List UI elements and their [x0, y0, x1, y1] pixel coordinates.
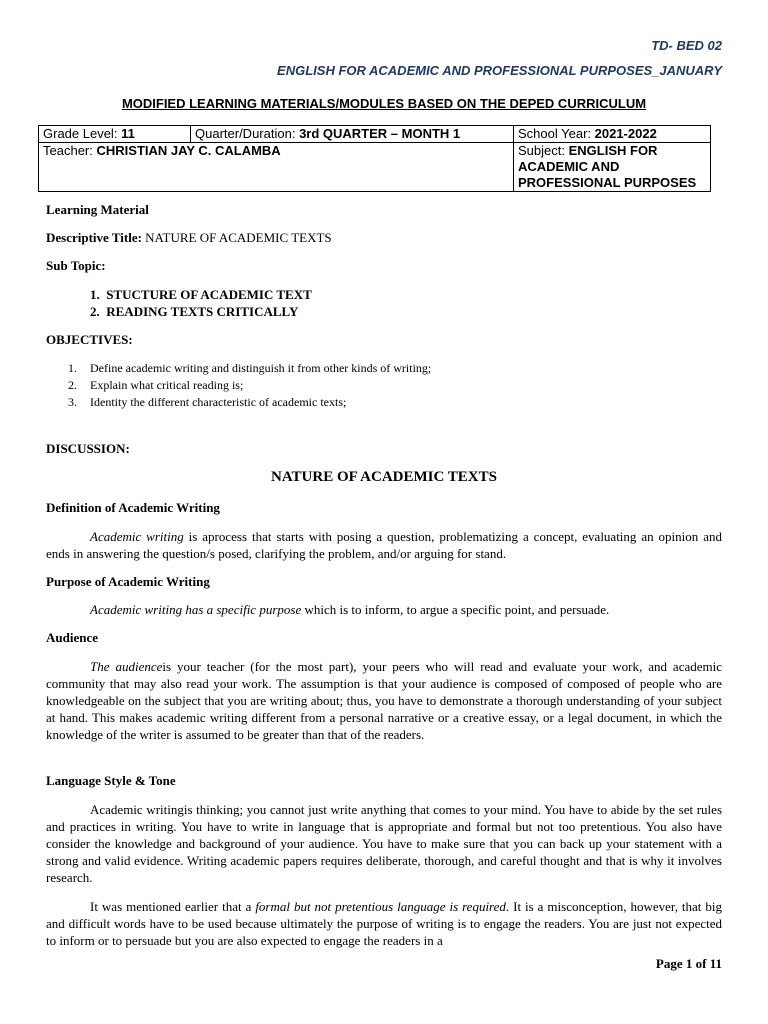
subject-label: Subject:: [518, 143, 565, 158]
objectives-list: [68, 360, 431, 411]
document-title: MODIFIED LEARNING MATERIALS/MODULES BASED ON THE DEPED CURRICULUM: [121, 96, 647, 111]
purpose-italic: Academic writing has a specific purpose: [90, 602, 302, 617]
info-table: [38, 125, 711, 192]
descriptive-value: NATURE OF ACADEMIC TEXTS: [145, 230, 332, 245]
audience-heading: Audience: [46, 630, 98, 645]
objectives-label: OBJECTIVES:: [46, 332, 133, 347]
purpose-text: which is to inform, to argue a specific point, and persuade.: [301, 602, 610, 617]
subject-value: ENGLISH FOR ACADEMIC AND PROFESSIONAL PURPOSES: [518, 143, 697, 190]
audience-italic: The audience: [90, 659, 163, 674]
teacher-cell: [39, 143, 514, 192]
definition-text: is aprocess that starts with posing a question, problematizing a concept, evaluating an opinion and ends in answering the question/s posed, clarifying the problem, and/or arguing for stand.: [46, 529, 722, 561]
list-item: [90, 303, 312, 320]
mentioned-pre: It was mentioned earlier that a: [90, 899, 256, 914]
document-code: TD- BED 02: [651, 38, 722, 53]
language-heading: Language Style & Tone: [46, 773, 176, 788]
audience-paragraph: [46, 658, 722, 743]
subject-cell: [514, 143, 711, 192]
quarter-label: Quarter/Duration:: [195, 126, 296, 141]
subtopic-label: Sub Topic:: [46, 258, 106, 273]
mentioned-italic: formal but not pretentious language is required: [255, 899, 506, 914]
year-value: 2021-2022: [594, 126, 657, 141]
year-label: School Year:: [518, 126, 592, 141]
list-text: Explain what critical reading is;: [90, 378, 244, 392]
list-item: [68, 394, 431, 411]
discussion-label: DISCUSSION:: [46, 441, 130, 456]
list-item: [68, 360, 431, 377]
grade-cell: [39, 126, 191, 143]
audience-text: is your teacher (for the most part), your peers who will read and evaluate your work, and academic community that may also read your work. The assumption is that your audience is composed of composed of people who are knowledgeable on the subject that you are writing about; thus, you have to demonstrate a thorough understanding of your subject at hand. This makes academic writing different from a personal narrative or a creative essay, or a legal document, in which the knowledge of the writer is assumed to be greater than that of the readers.: [46, 659, 722, 742]
mentioned-post: . It is a misconception, however, that big and difficult words have to be used because ultimately the purpose of writing is to engage the readers. You are just not expected to inform or to persuade but you are also expected to engage the readers in a: [46, 899, 722, 948]
definition-paragraph: [46, 528, 722, 562]
definition-heading: Definition of Academic Writing: [46, 500, 220, 515]
list-text: Identity the different characteristic of academic texts;: [90, 395, 347, 409]
grade-value: 11: [121, 126, 135, 141]
course-header: ENGLISH FOR ACADEMIC AND PROFESSIONAL PURPOSES_JANUARY: [277, 63, 722, 78]
learning-material-label: Learning Material: [46, 202, 149, 217]
list-item: [68, 377, 431, 394]
quarter-value: 3rd QUARTER – MONTH 1: [299, 126, 461, 141]
year-cell: [514, 126, 711, 143]
teacher-label: Teacher:: [43, 143, 93, 158]
definition-italic: Academic writing: [90, 529, 184, 544]
list-number: 1.: [90, 287, 100, 302]
list-number: 3.: [68, 395, 77, 409]
descriptive-title: [46, 230, 332, 246]
subtopic-list: [90, 286, 312, 320]
teacher-value: CHRISTIAN JAY C. CALAMBA: [96, 143, 281, 158]
section-title: NATURE OF ACADEMIC TEXTS: [270, 469, 497, 485]
list-number: 2.: [68, 378, 77, 392]
list-text: READING TEXTS CRITICALLY: [106, 304, 299, 319]
mentioned-paragraph: [46, 898, 722, 949]
list-item: [90, 286, 312, 303]
grade-label: Grade Level:: [43, 126, 118, 141]
purpose-heading: Purpose of Academic Writing: [46, 574, 210, 589]
list-text: STUCTURE OF ACADEMIC TEXT: [106, 287, 312, 302]
language-paragraph: Academic writingis thinking; you cannot just write anything that comes to your mind. You have to abide by the set rules and practices in writing. You have to write in language that is appropriate and formal but not too pretentious. You also have consider the knowledge and background of your audience. You have to make sure that you can back up your statement with a strong and valid evidence. Writing academic papers requires deliberate, thorough, and careful thought and that is why it involves research.: [46, 802, 722, 885]
page-number: Page 1 of 11: [655, 956, 722, 971]
list-number: 1.: [68, 361, 77, 375]
list-number: 2.: [90, 304, 100, 319]
quarter-cell: [191, 126, 514, 143]
descriptive-label: Descriptive Title:: [46, 230, 142, 245]
purpose-paragraph: [46, 601, 722, 618]
list-text: Define academic writing and distinguish it from other kinds of writing;: [90, 361, 432, 375]
